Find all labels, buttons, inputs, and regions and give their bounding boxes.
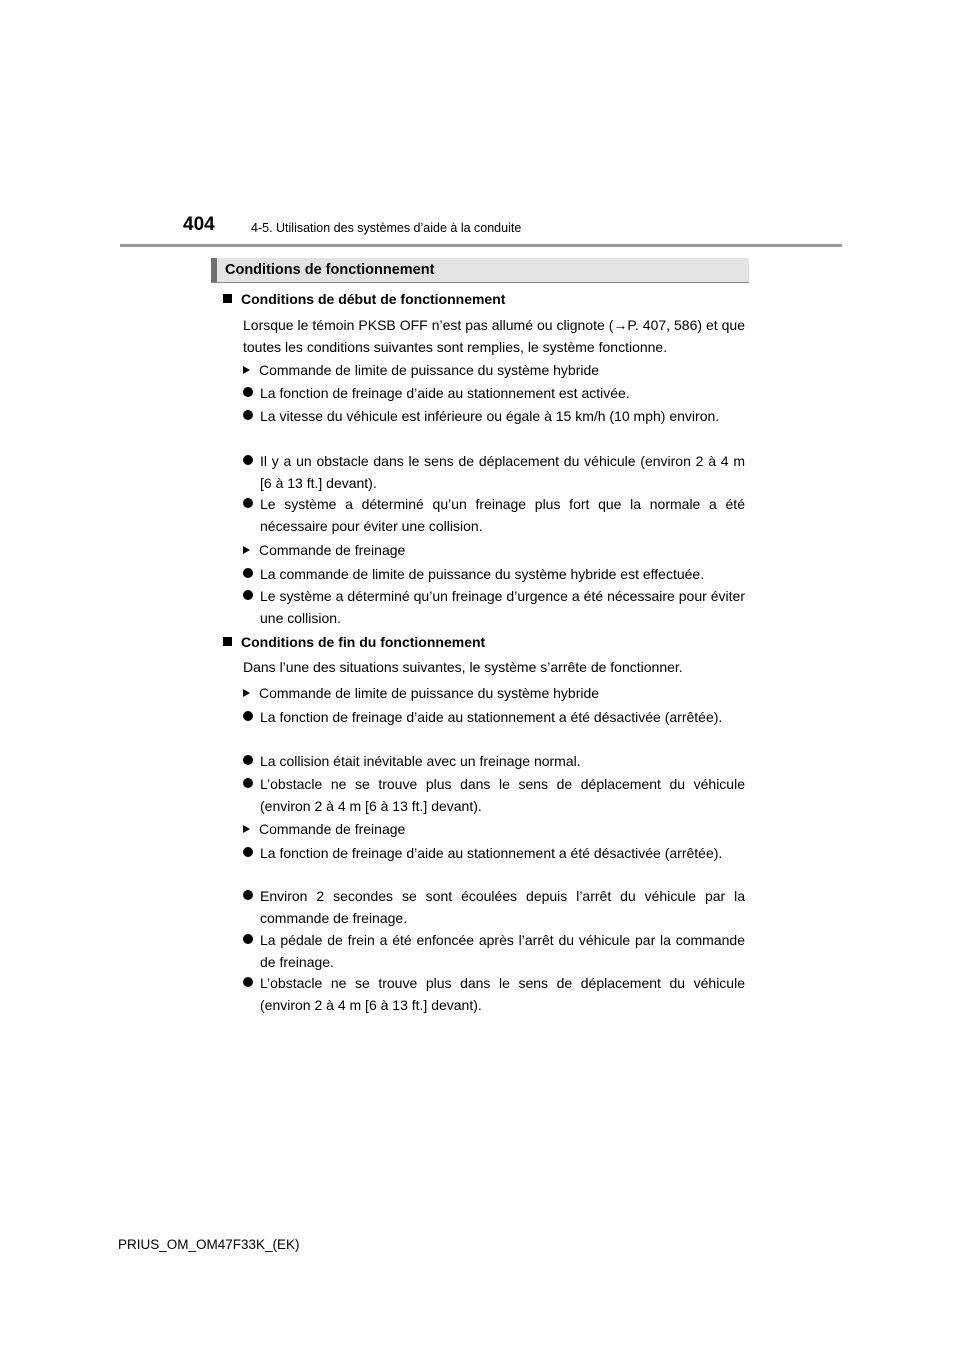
list-item-text: La vitesse du véhicule est inférieure ou égale à 15 km/h (10 mph) environ. xyxy=(260,408,720,424)
sub-heading-text: Commande de limite de puissance du système hybride xyxy=(259,362,600,378)
triangle-bullet-icon xyxy=(243,825,250,833)
list-item-text: La fonction de freinage d’aide au stationnement a été désactivée (arrêtée). xyxy=(260,845,723,861)
list-item xyxy=(243,972,745,1016)
sub-heading-text: Commande de freinage xyxy=(259,821,406,837)
square-bullet-icon xyxy=(223,294,232,303)
triangle-bullet-icon xyxy=(243,689,250,697)
list-item xyxy=(243,885,745,929)
list-item xyxy=(243,382,745,404)
footer-doc-code: PRIUS_OM_OM47F33K_(EK) xyxy=(118,1237,300,1252)
sub-heading-text: Commande de freinage xyxy=(259,542,406,558)
list-item xyxy=(243,585,745,629)
list-item-text: Environ 2 secondes se sont écoulées depuis l’arrêt du véhicule par la commande de freinage. xyxy=(260,888,745,926)
list-item-text: L’obstacle ne se trouve plus dans le sens de déplacement du véhicule (environ 2 à 4 m [6 à 13 ft.] devant). xyxy=(260,975,745,1013)
list-item-text: La pédale de frein a été enfoncée après l’arrêt du véhicule par la commande de freinage. xyxy=(260,932,745,970)
list-item xyxy=(243,750,745,772)
list-item xyxy=(243,563,745,585)
list-item xyxy=(243,405,745,427)
list-item-text: Le système a déterminé qu’un freinage plus fort que la normale a été nécessaire pour éviter une collision. xyxy=(260,496,745,534)
bullet-dot-icon xyxy=(243,711,253,721)
section-banner xyxy=(211,258,749,283)
list-item-text: La collision était inévitable avec un freinage normal. xyxy=(260,753,581,769)
bullet-dot-icon xyxy=(243,755,253,765)
sub-heading-text: Commande de limite de puissance du système hybride xyxy=(259,685,600,701)
bullet-dot-icon xyxy=(243,934,253,944)
list-item-text: La fonction de freinage d’aide au stationnement a été désactivée (arrêtée). xyxy=(260,709,723,725)
sub-heading-power-limit xyxy=(243,361,599,379)
list-item xyxy=(243,493,745,537)
list-item-text: L’obstacle ne se trouve plus dans le sens de déplacement du véhicule (environ 2 à 4 m [6 à 13 ft.] devant). xyxy=(260,776,745,814)
heading-text: Conditions de fin du fonctionnement xyxy=(241,634,486,650)
list-item xyxy=(243,773,745,817)
bullet-dot-icon xyxy=(243,778,253,788)
bullet-dot-icon xyxy=(243,568,253,578)
list-item xyxy=(243,842,745,864)
section-reference: 4-5. Utilisation des systèmes d’aide à la conduite xyxy=(251,221,522,235)
page-number: 404 xyxy=(183,214,215,235)
triangle-bullet-icon xyxy=(243,546,250,554)
sub-heading-braking xyxy=(243,541,405,559)
banner-title: Conditions de fonctionnement xyxy=(225,262,435,278)
list-item-text: La fonction de freinage d’aide au stationnement est activée. xyxy=(260,385,630,401)
start-intro-paragraph: Lorsque le témoin PKSB OFF n’est pas allumé ou clignote (→P. 407, 586) et que toutes les conditions suivantes sont remplies, le système fonctionne. xyxy=(243,317,745,355)
bullet-dot-icon xyxy=(243,890,253,900)
bullet-dot-icon xyxy=(243,498,253,508)
square-bullet-icon xyxy=(223,637,232,646)
bullet-dot-icon xyxy=(243,410,253,420)
bullet-dot-icon xyxy=(243,455,253,465)
banner-accent-bar xyxy=(211,258,217,282)
heading-text: Conditions de début de fonctionnement xyxy=(241,291,506,307)
list-item-text: Le système a déterminé qu’un freinage d’urgence a été nécessaire pour éviter une collision. xyxy=(260,588,745,626)
header-rule xyxy=(120,244,842,247)
bullet-dot-icon xyxy=(243,590,253,600)
list-item-text: Il y a un obstacle dans le sens de déplacement du véhicule (environ 2 à 4 m [6 à 13 ft.] devant). xyxy=(260,453,745,491)
list-item xyxy=(243,450,745,494)
sub-heading-braking xyxy=(243,820,405,838)
end-intro-paragraph: Dans l’une des situations suivantes, le système s’arrête de fonctionner. xyxy=(243,659,683,675)
list-item xyxy=(243,706,745,728)
bullet-dot-icon xyxy=(243,847,253,857)
sub-heading-power-limit xyxy=(243,684,599,702)
heading-start-conditions xyxy=(223,290,505,308)
list-item-text: La commande de limite de puissance du système hybride est effectuée. xyxy=(260,566,705,582)
triangle-bullet-icon xyxy=(243,366,250,374)
bullet-dot-icon xyxy=(243,977,253,987)
list-item xyxy=(243,929,745,973)
heading-end-conditions xyxy=(223,633,485,651)
bullet-dot-icon xyxy=(243,387,253,397)
